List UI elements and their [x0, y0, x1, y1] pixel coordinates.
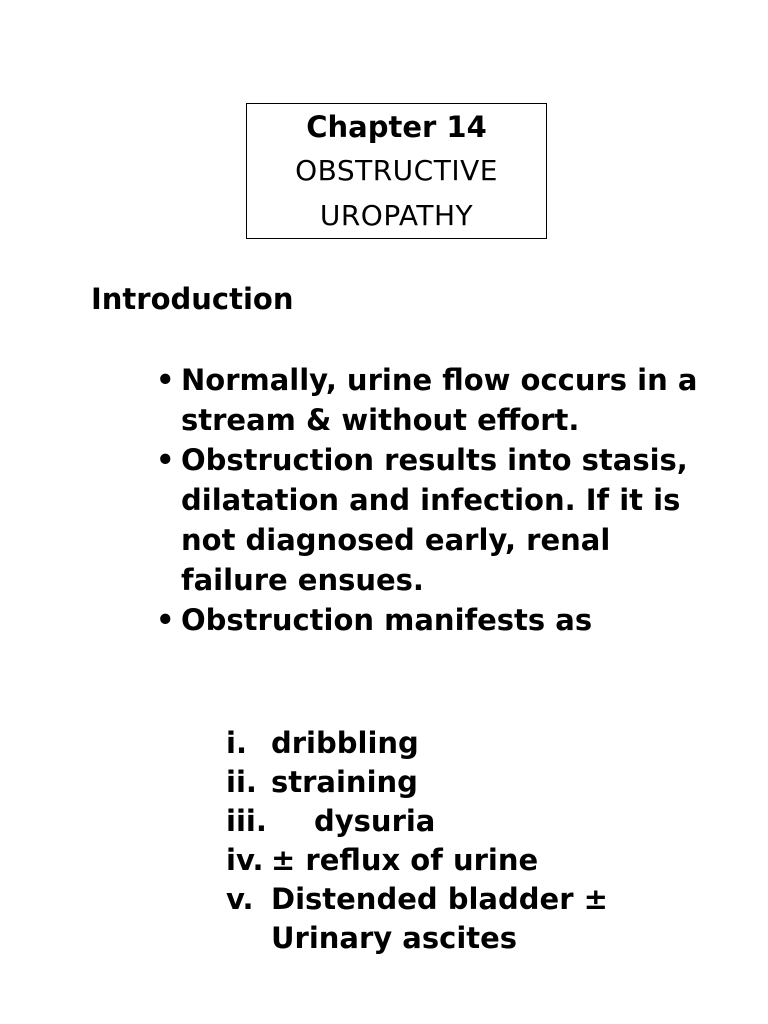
chapter-title-box	[246, 103, 547, 239]
bullet-list	[156, 360, 716, 640]
bullet-text: Obstruction manifests as	[181, 603, 593, 637]
chapter-number: Chapter 14	[306, 110, 487, 144]
bullet-text: Obstruction results into stasis, dilatation and infection. If it is not diagnosed early, renal failure ensues.	[181, 443, 688, 597]
item-text: dysuria	[314, 804, 436, 838]
item-number: v.	[226, 882, 254, 916]
item-number: ii.	[226, 765, 257, 799]
chapter-title-line-2: UROPATHY	[319, 199, 474, 232]
manifestation-item	[226, 763, 686, 802]
manifestation-item	[226, 841, 686, 880]
item-text: dribbling	[271, 726, 419, 760]
section-heading: Introduction	[91, 282, 294, 316]
bullet-icon: •	[156, 363, 175, 397]
manifestation-item	[226, 802, 686, 841]
item-number: iii.	[226, 804, 267, 838]
bullet-icon: •	[156, 443, 175, 477]
bullet-text: Normally, urine flow occurs in a stream & without effort.	[181, 363, 698, 437]
manifestations-list	[226, 724, 686, 958]
chapter-title-line-1: OBSTRUCTIVE	[295, 154, 498, 187]
item-text: ± reflux of urine	[271, 843, 539, 877]
item-number: iv.	[226, 843, 264, 877]
bullet-item	[156, 600, 716, 640]
item-number: i.	[226, 726, 247, 760]
item-text: straining	[271, 765, 418, 799]
manifestation-item	[226, 724, 686, 763]
bullet-item	[156, 360, 716, 440]
manifestation-item	[226, 880, 686, 958]
item-text: Distended bladder ± Urinary ascites	[271, 882, 608, 955]
bullet-icon: •	[156, 603, 175, 637]
bullet-item	[156, 440, 716, 600]
